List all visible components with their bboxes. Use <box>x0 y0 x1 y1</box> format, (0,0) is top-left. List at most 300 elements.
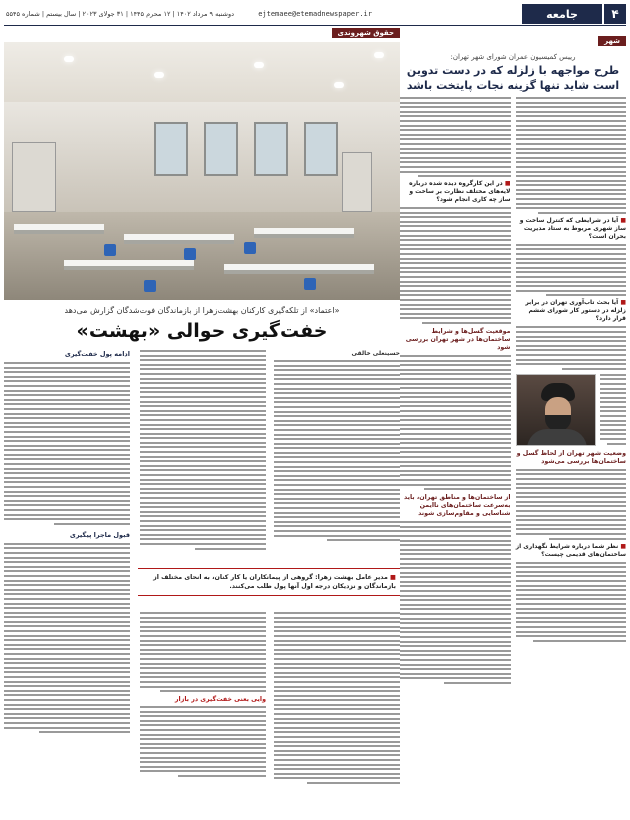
text-line <box>4 598 130 600</box>
text-line <box>516 515 627 517</box>
text-line <box>400 673 511 675</box>
text-line <box>140 720 266 722</box>
text-line <box>516 276 627 278</box>
text-line <box>274 658 400 660</box>
text-line <box>274 374 400 376</box>
text-line <box>274 470 400 472</box>
text-line <box>4 630 130 632</box>
text-line <box>400 401 511 403</box>
text-line <box>400 373 511 375</box>
text-line <box>274 424 400 426</box>
text-line <box>400 470 511 472</box>
text-line <box>274 736 400 738</box>
text-line <box>274 640 400 642</box>
text-line <box>140 770 266 772</box>
section-label-city: شهر <box>598 36 626 46</box>
text-line <box>274 484 400 486</box>
text-line <box>600 406 627 408</box>
text-line <box>600 392 627 394</box>
text-line <box>516 492 627 494</box>
text-line <box>4 385 130 387</box>
text-line <box>600 383 627 385</box>
text-line <box>400 433 511 435</box>
text-line <box>516 496 627 498</box>
text-line <box>400 521 511 523</box>
text-line <box>274 466 400 468</box>
text-line <box>274 516 400 518</box>
text-line <box>600 420 627 422</box>
text-line <box>516 528 627 530</box>
text-line <box>274 521 400 523</box>
text-line <box>400 465 511 467</box>
text-line <box>4 612 130 614</box>
text-line <box>516 631 627 633</box>
text-line <box>140 706 266 708</box>
text-line <box>516 354 627 356</box>
column-title: ادامه پول خفت‌گیری <box>64 350 130 358</box>
text-line <box>274 759 400 761</box>
main-column-1-lower <box>274 612 400 784</box>
text-line <box>400 294 511 296</box>
text-line <box>516 180 627 182</box>
text-line <box>400 415 511 417</box>
text-line <box>274 617 400 619</box>
text-line <box>274 507 400 509</box>
text-line <box>400 595 511 597</box>
text-line <box>516 580 627 582</box>
text-line <box>140 752 266 754</box>
text-line <box>400 636 511 638</box>
text-line <box>600 410 627 412</box>
text-line <box>274 626 400 628</box>
text-line <box>400 313 511 315</box>
text-line <box>4 408 130 410</box>
text-line <box>274 365 400 367</box>
text-line <box>516 157 627 159</box>
mortuary-photo <box>4 42 400 300</box>
text-line <box>274 681 400 683</box>
text-line <box>140 529 266 531</box>
text-line <box>274 434 400 436</box>
text-line <box>274 667 400 669</box>
text-line <box>400 267 511 269</box>
text-line <box>400 308 511 310</box>
main-article-headline: خفت‌گیری حوالی «بهشت» <box>76 320 328 342</box>
text-line <box>140 724 266 726</box>
text-line <box>4 621 130 623</box>
text-line <box>4 699 130 701</box>
text-line <box>400 239 511 241</box>
text-line <box>4 472 130 474</box>
pullquote: ■ مدیر عامل بهشت زهرا: گروهی از پیمانکاران یا کار کنان، به انحای مختلف از بازماندگان و نزدیکان درجه اول آنها پول طلب می‌کنند. <box>138 568 400 596</box>
text-line <box>4 690 130 692</box>
text-line <box>418 175 511 177</box>
text-line <box>274 745 400 747</box>
text-line <box>600 438 627 440</box>
text-line <box>4 477 130 479</box>
text-line <box>516 106 627 108</box>
text-line <box>274 535 400 537</box>
text-line <box>400 97 511 99</box>
text-line <box>400 645 511 647</box>
text-line <box>516 487 627 489</box>
text-line <box>140 424 266 426</box>
text-line <box>140 621 266 623</box>
text-line <box>516 267 627 269</box>
text-line <box>516 345 627 347</box>
body-text <box>516 469 627 540</box>
text-line <box>400 627 511 629</box>
qa-question: ■ آیا بحث تاب‌آوری تهران در برابر زلزله در دستور کار شورای ششم قرار دارد؟ <box>525 299 626 323</box>
text-line <box>400 576 511 578</box>
text-line <box>140 355 266 357</box>
text-line <box>140 761 266 763</box>
text-line <box>400 474 511 476</box>
text-line <box>4 561 130 563</box>
text-line <box>140 465 266 467</box>
text-line <box>4 376 130 378</box>
text-line <box>400 129 511 131</box>
text-line <box>140 414 266 416</box>
text-line <box>140 653 266 655</box>
text-line <box>538 212 626 214</box>
text-line <box>4 704 130 706</box>
text-line <box>400 290 511 292</box>
text-line <box>400 410 511 412</box>
text-line <box>274 750 400 752</box>
right-article-column-b <box>400 97 511 684</box>
text-line <box>140 612 266 614</box>
text-line <box>140 520 266 522</box>
text-line <box>274 653 400 655</box>
text-line <box>140 525 266 527</box>
text-line <box>140 451 266 453</box>
text-line <box>140 378 266 380</box>
text-line <box>400 392 511 394</box>
text-line <box>140 456 266 458</box>
body-text <box>274 612 400 784</box>
text-line <box>400 451 511 453</box>
text-line <box>516 626 627 628</box>
text-line <box>400 456 511 458</box>
text-line <box>400 360 511 362</box>
text-line <box>4 625 130 627</box>
text-line <box>516 533 627 535</box>
text-line <box>274 452 400 454</box>
text-line <box>516 519 627 521</box>
text-line <box>274 383 400 385</box>
section-tab: جامعه <box>522 4 602 24</box>
text-line <box>4 422 130 424</box>
text-line <box>4 390 130 392</box>
text-line <box>400 599 511 601</box>
text-line <box>274 731 400 733</box>
text-line <box>140 711 266 713</box>
text-line <box>140 515 266 517</box>
text-line <box>140 428 266 430</box>
text-line <box>400 171 511 173</box>
text-line <box>400 212 511 214</box>
text-line <box>516 349 627 351</box>
text-line <box>4 639 130 641</box>
qa-question: ■ آیا در شرایطی که کنترل ساخت و ساز شهری مربوط به ستاد مدیریت بحران است؟ <box>519 216 626 240</box>
text-line <box>516 175 627 177</box>
text-line <box>140 382 266 384</box>
text-line <box>4 486 130 488</box>
text-line <box>516 473 627 475</box>
text-line <box>516 281 627 283</box>
text-line <box>400 405 511 407</box>
right-subhead: وضعیت شهر تهران از لحاظ گسل و ساختمان‌ها بررسی می‌شود <box>516 449 626 465</box>
text-line <box>400 106 511 108</box>
text-line <box>516 102 627 104</box>
text-line <box>274 512 400 514</box>
text-line <box>274 378 400 380</box>
column-title: قبول ماجرا پیگیری <box>69 530 130 539</box>
text-line <box>140 672 266 674</box>
text-line <box>140 626 266 628</box>
text-line <box>516 115 627 117</box>
text-line <box>274 630 400 632</box>
text-line <box>4 518 130 520</box>
text-line <box>54 523 130 525</box>
dateline: دوشنبه ۹ مرداد ۱۴۰۲ | ۱۲ محرم ۱۴۴۵ | ۳۱ جولای ۲۰۲۳ | سال بیستم | شماره ۵۵۴۵ <box>6 10 235 18</box>
text-line <box>400 461 511 463</box>
text-line <box>140 373 266 375</box>
text-line <box>4 648 130 650</box>
text-line <box>4 557 130 559</box>
text-line <box>140 686 266 688</box>
text-line <box>516 184 627 186</box>
text-line <box>140 396 266 398</box>
text-line <box>140 766 266 768</box>
text-line <box>140 649 266 651</box>
text-line <box>274 704 400 706</box>
text-line <box>400 428 511 430</box>
text-line <box>516 129 627 131</box>
text-line <box>140 364 266 366</box>
text-line <box>516 566 627 568</box>
text-line <box>140 729 266 731</box>
text-line <box>274 415 400 417</box>
text-line <box>274 456 400 458</box>
text-line <box>4 504 130 506</box>
text-line <box>4 662 130 664</box>
body-text <box>4 543 130 733</box>
text-line <box>140 502 266 504</box>
qa-text: نظر شما درباره شرایط نگهداری از ساختمان‌های قدیمی چیست؟ <box>515 542 626 558</box>
text-line <box>140 488 266 490</box>
text-line <box>4 514 130 516</box>
body-text <box>516 244 627 297</box>
text-line <box>140 538 266 540</box>
text-line <box>400 111 511 113</box>
text-line <box>533 640 626 642</box>
text-line <box>274 502 400 504</box>
text-line <box>140 506 266 508</box>
text-line <box>400 549 511 551</box>
text-line <box>140 747 266 749</box>
text-line <box>400 102 511 104</box>
text-line <box>274 686 400 688</box>
text-line <box>140 460 266 462</box>
text-line <box>400 608 511 610</box>
text-line <box>274 498 400 500</box>
text-line <box>400 396 511 398</box>
text-line <box>140 492 266 494</box>
text-line <box>400 572 511 574</box>
text-line <box>516 612 627 614</box>
text-line <box>140 433 266 435</box>
text-line <box>516 589 627 591</box>
text-line <box>274 695 400 697</box>
right-subhead: از ساختمان‌ها و مناطق تهران، باید به‌سرعت ساختمان‌های ناایمن شناسایی و مقاوم‌سازی شوند <box>403 494 511 518</box>
text-line <box>400 271 511 273</box>
text-line <box>274 722 400 724</box>
text-line <box>140 743 266 745</box>
text-line <box>400 125 511 127</box>
text-line <box>307 782 400 784</box>
text-line <box>274 741 400 743</box>
text-line <box>140 446 266 448</box>
text-line <box>516 562 627 564</box>
text-line <box>4 635 130 637</box>
text-line <box>140 734 266 736</box>
text-line <box>516 248 627 250</box>
text-line <box>4 694 130 696</box>
text-line <box>516 585 627 587</box>
text-line <box>274 397 400 399</box>
text-line <box>4 495 130 497</box>
body-text <box>516 97 627 214</box>
text-line <box>4 685 130 687</box>
text-line <box>274 429 400 431</box>
text-line <box>516 120 627 122</box>
text-line <box>516 166 627 168</box>
text-line <box>600 433 627 435</box>
text-line <box>600 378 627 380</box>
text-line <box>274 493 400 495</box>
text-line <box>4 362 130 364</box>
text-line <box>516 253 627 255</box>
text-line <box>400 677 511 679</box>
text-line <box>140 469 266 471</box>
text-line <box>274 635 400 637</box>
text-line <box>4 681 130 683</box>
text-line <box>4 426 130 428</box>
text-line <box>400 424 511 426</box>
body-text <box>140 350 266 550</box>
text-line <box>516 97 627 99</box>
text-line <box>400 387 511 389</box>
text-line <box>400 138 511 140</box>
text-line <box>400 553 511 555</box>
text-line <box>274 447 400 449</box>
pullquote-text: مدیر عامل بهشت زهرا: گروهی از پیمانکاران یا کار کنان، به انحای مختلف از بازماندگان و نزدیکان درجه اول آنها پول طلب می‌کنند. <box>153 574 396 590</box>
text-line <box>400 143 511 145</box>
text-line <box>400 641 511 643</box>
qa-text: آیا بحث تاب‌آوری تهران در برابر زلزله در دستور کار شورای ششم قرار دارد؟ <box>525 299 626 323</box>
text-line <box>516 469 627 471</box>
text-line <box>274 718 400 720</box>
text-line <box>400 535 511 537</box>
text-line <box>4 713 130 715</box>
text-line <box>4 616 130 618</box>
text-line <box>39 731 130 733</box>
text-line <box>400 442 511 444</box>
text-line <box>516 244 627 246</box>
text-line <box>400 235 511 237</box>
text-line <box>4 644 130 646</box>
text-line <box>516 152 627 154</box>
text-line <box>400 281 511 283</box>
text-line <box>516 125 627 127</box>
text-line <box>600 401 627 403</box>
text-line <box>274 411 400 413</box>
main-article-body <box>4 350 400 816</box>
text-line <box>4 509 130 511</box>
body-text <box>516 562 627 642</box>
text-line <box>274 768 400 770</box>
text-line <box>400 317 511 319</box>
text-line <box>400 152 511 154</box>
text-line <box>140 405 266 407</box>
section-label-citizen-rights: حقوق شهروندی <box>332 28 400 38</box>
text-line <box>274 475 400 477</box>
text-line <box>140 715 266 717</box>
text-line <box>400 299 511 301</box>
text-line <box>195 548 266 550</box>
text-line <box>400 447 511 449</box>
text-line <box>274 713 400 715</box>
text-line <box>400 581 511 583</box>
text-line <box>516 193 627 195</box>
text-line <box>274 777 400 779</box>
text-line <box>160 690 266 692</box>
text-line <box>4 413 130 415</box>
text-line <box>400 378 511 380</box>
text-line <box>400 253 511 255</box>
body-text <box>140 706 266 777</box>
text-line <box>4 431 130 433</box>
main-article <box>4 28 400 816</box>
text-line <box>400 438 511 440</box>
text-line <box>140 681 266 683</box>
text-line <box>546 294 626 296</box>
text-line <box>274 727 400 729</box>
portrait-photo <box>516 374 596 446</box>
text-line <box>400 134 511 136</box>
right-article-columns <box>400 97 626 684</box>
text-line <box>178 775 266 777</box>
text-line <box>516 524 627 526</box>
text-line <box>4 575 130 577</box>
text-line <box>516 331 627 333</box>
text-line <box>516 621 627 623</box>
header-rule <box>4 25 626 26</box>
text-line <box>140 511 266 513</box>
text-line <box>274 401 400 403</box>
text-line <box>400 161 511 163</box>
text-line <box>140 419 266 421</box>
red-subhead: وایی بعنی خفت‌گیری در بازار <box>174 696 266 704</box>
text-line <box>400 604 511 606</box>
text-line <box>274 479 400 481</box>
text-line <box>516 478 627 480</box>
text-line <box>4 371 130 373</box>
text-line <box>140 437 266 439</box>
text-line <box>400 654 511 656</box>
